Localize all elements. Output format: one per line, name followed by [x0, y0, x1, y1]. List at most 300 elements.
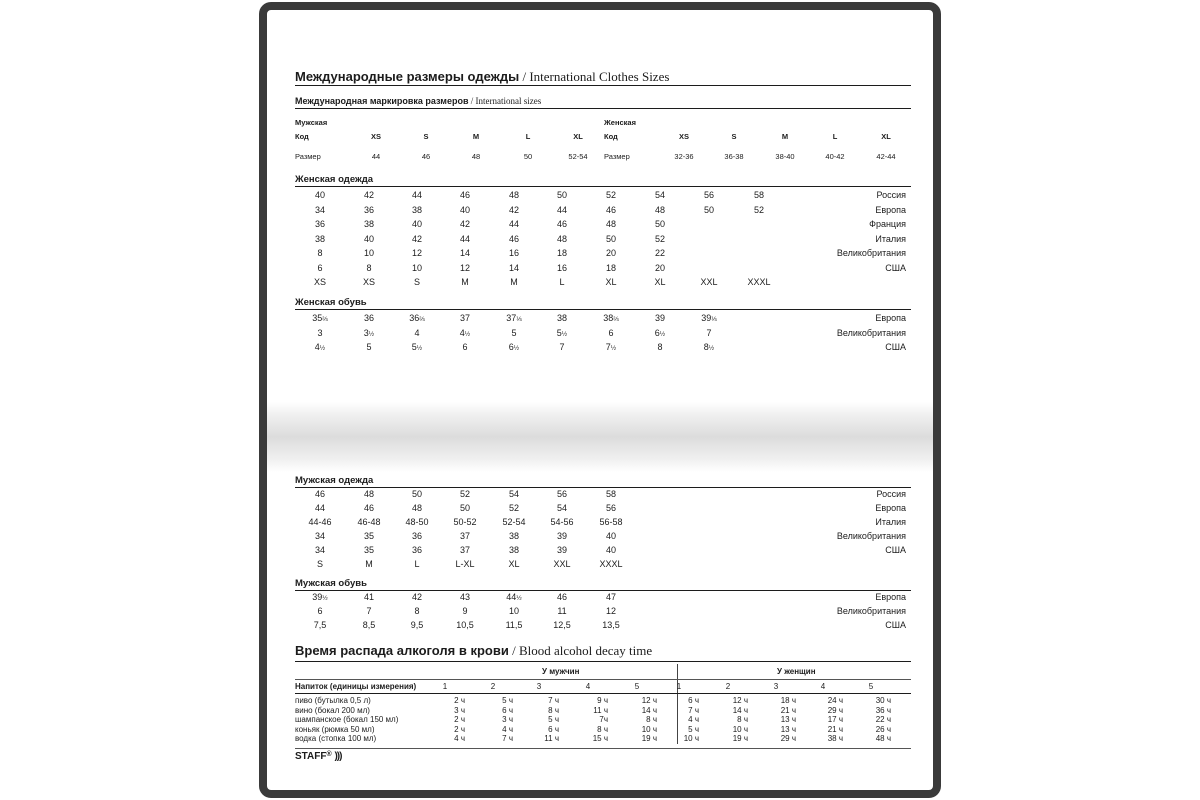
men-decay-time: 7ч [599, 715, 608, 725]
women-decay-time: 30 ч [875, 696, 891, 705]
table-cell: 40 [363, 233, 374, 244]
table-cell: 48 [556, 233, 567, 244]
women-col-number: 2 [725, 682, 731, 691]
table-cell: 48 [654, 204, 665, 215]
women-decay-time: 13 ч [780, 715, 796, 725]
women-size-label: Размер [604, 152, 630, 161]
table-cell [392, 606, 442, 616]
table-row [267, 503, 933, 515]
table-cell: 38 [508, 531, 519, 541]
table-cell [344, 313, 394, 323]
size-code: M [472, 132, 480, 141]
men-decay-time: 7 ч [502, 734, 513, 744]
table-row [267, 313, 933, 325]
alcohol-title: Время распада алкоголя в крови / Blood alcohol decay time [295, 643, 653, 658]
table-cell: 40 [411, 219, 422, 229]
women-clothes-title: Женская одежда [295, 174, 374, 185]
table-cell [392, 313, 442, 323]
page-title: Международные размеры одежды / International Clothes Sizes [295, 69, 670, 84]
table-cell: 10 [411, 262, 422, 273]
table-cell: XXXL [747, 277, 771, 287]
table-cell: 6 [317, 262, 323, 273]
table-cell: 18 [556, 248, 567, 258]
men-decay-time: 4 ч [502, 724, 513, 734]
size-code: XS [370, 132, 381, 141]
men-decay-time: 8 ч [646, 715, 657, 725]
cell-value: 6 [654, 327, 660, 338]
table-cell: 44 [556, 204, 567, 215]
table-row [267, 219, 933, 231]
cell-value: 4 [314, 342, 320, 352]
cell-value: 5 [556, 327, 562, 338]
cell-fraction: ½ [610, 345, 617, 352]
men-col-number: 3 [536, 682, 542, 691]
table-cell [489, 620, 539, 630]
cell-value: 3 [363, 327, 369, 338]
cell-fraction: ⅓ [711, 316, 717, 323]
men-clothes-title: Мужская одежда [295, 475, 374, 486]
cell-value: 37 [506, 313, 517, 323]
drink-name: шампанское (бокал 150 мл) [295, 715, 399, 725]
table-cell: 56 [605, 503, 616, 513]
table-cell: 44 [314, 503, 325, 513]
table-cell [440, 592, 490, 602]
table-cell: 48 [363, 489, 374, 499]
table-cell: 16 [556, 262, 567, 273]
table-cell: 56 [556, 489, 567, 499]
table-cell [295, 342, 345, 352]
cell-fraction: ½ [368, 330, 375, 338]
table-cell: 44 [508, 219, 519, 229]
table-cell: XXL [700, 277, 718, 287]
table-cell [489, 606, 539, 616]
drink-name: коньяк (рюмка 50 мл) [295, 724, 375, 734]
table-cell [537, 313, 587, 323]
table-cell: 56-58 [599, 517, 623, 527]
table-cell [440, 313, 490, 323]
row-label: Великобритания [836, 327, 906, 338]
table-cell [537, 328, 587, 338]
size-value: 44 [371, 152, 381, 161]
table-cell [440, 342, 490, 352]
women-decay-time: 13 ч [780, 724, 796, 734]
table-cell: 36 [314, 219, 325, 229]
size-value: 38-40 [775, 152, 795, 161]
table-row [267, 248, 933, 260]
table-cell: 20 [605, 248, 616, 258]
table-cell [537, 342, 587, 352]
cell-fraction: ½ [516, 595, 522, 602]
men-size-label: Размер [295, 152, 321, 161]
men-decay-time: 15 ч [592, 734, 608, 744]
size-code: S [731, 132, 737, 141]
table-cell [537, 592, 587, 602]
table-cell [586, 313, 636, 323]
cell-fraction: ½ [319, 345, 326, 352]
cell-fraction: ⅓ [516, 316, 522, 323]
table-cell: 42 [363, 190, 374, 200]
size-value: 46 [421, 152, 431, 161]
table-cell: 39 [556, 545, 567, 555]
table-cell [586, 592, 636, 602]
size-value: 52-54 [568, 152, 588, 161]
table-row [267, 559, 933, 571]
cell-value: 39 [701, 313, 712, 323]
table-cell: 52 [508, 503, 519, 513]
women-decay-time: 7 ч [688, 705, 699, 715]
table-cell [586, 342, 636, 352]
row-label: Европа [875, 592, 906, 602]
table-cell: 46 [508, 233, 519, 244]
table-cell: 56 [703, 190, 714, 200]
cell-value: 38 [603, 313, 614, 323]
men-decay-time: 3 ч [454, 705, 465, 715]
table-cell: 34 [314, 531, 325, 541]
men-decay-time: 2 ч [454, 724, 465, 734]
row-label: Россия [876, 190, 906, 200]
table-cell [392, 342, 442, 352]
row-label: Европа [875, 313, 906, 323]
women-shoes-title: Женская обувь [295, 297, 367, 308]
table-cell: 46 [605, 204, 616, 215]
row-label: США [885, 620, 906, 630]
table-cell: S [316, 559, 323, 569]
table-row [267, 328, 933, 340]
cell-fraction: ½ [464, 330, 471, 338]
table-cell: 42 [411, 233, 422, 244]
cell-value: 37 [459, 313, 470, 323]
table-cell: 42 [459, 219, 470, 229]
table-cell: 10 [363, 248, 374, 258]
table-cell: 58 [605, 489, 616, 499]
cell-fraction: ½ [561, 330, 568, 338]
cell-value: 9 [462, 606, 468, 616]
men-decay-time: 6 ч [502, 705, 513, 715]
alcohol-row [267, 696, 933, 706]
table-cell: 48 [411, 503, 422, 513]
table-cell: 52 [459, 489, 470, 499]
cell-value: 4 [459, 327, 465, 338]
divider [295, 186, 911, 187]
women-decay-time: 6 ч [688, 696, 699, 705]
alcohol-row [267, 706, 933, 716]
men-decay-time: 2 ч [454, 696, 465, 705]
women-decay-time: 10 ч [683, 734, 699, 744]
table-cell: 50 [654, 219, 665, 229]
table-cell: 36 [363, 204, 374, 215]
row-label: США [885, 342, 906, 352]
table-cell: M [461, 277, 469, 287]
table-cell: 44 [411, 190, 422, 200]
cell-value: 8 [414, 606, 420, 616]
women-decay-time: 21 ч [780, 705, 796, 715]
table-cell: 52 [605, 190, 616, 200]
women-col-number: 1 [676, 682, 682, 691]
cell-value: 6 [608, 327, 614, 338]
table-cell: 46-48 [357, 517, 381, 527]
cell-fraction: ½ [659, 330, 666, 338]
cell-value: 42 [411, 592, 422, 602]
size-value: 42-44 [876, 152, 896, 161]
table-cell [586, 328, 636, 338]
table-cell [440, 328, 490, 338]
women-decay-time: 18 ч [780, 696, 796, 705]
table-cell: XXXL [599, 559, 623, 569]
men-decay-time: 9 ч [597, 696, 608, 705]
table-cell [489, 313, 539, 323]
men-col-number: 1 [442, 682, 448, 691]
page-fold-shadow [267, 402, 933, 472]
table-cell: 52 [753, 204, 764, 215]
men-col-number: 5 [634, 682, 640, 691]
women-code-label: Код [604, 132, 618, 141]
drink-header: Напиток (единицы измерения) [295, 682, 417, 691]
women-decay-time: 26 ч [875, 724, 891, 734]
men-decay-time: 14 ч [641, 705, 657, 715]
cell-value: 7,5 [313, 620, 327, 630]
women-decay-time: 19 ч [732, 734, 748, 744]
cell-fraction: ½ [513, 345, 520, 352]
cell-value: 43 [459, 592, 470, 602]
men-decay-time: 11 ч [593, 705, 608, 715]
table-cell [635, 342, 685, 352]
table-cell: L [414, 559, 420, 569]
cell-value: 3 [317, 327, 323, 338]
table-cell: 8 [366, 262, 372, 273]
table-row [267, 489, 933, 501]
table-cell: XXL [553, 559, 571, 569]
men-decay-time: 2 ч [454, 715, 465, 725]
women-col-number: 5 [868, 682, 874, 691]
cell-value: 39 [312, 592, 323, 602]
table-cell: M [510, 277, 518, 287]
alcohol-row [267, 725, 933, 735]
table-row [267, 531, 933, 543]
cell-value: 6 [508, 342, 514, 352]
alcohol-row [267, 734, 933, 744]
men-decay-time: 7 ч [548, 696, 559, 705]
table-cell [537, 620, 587, 630]
drink-name: водка (стопка 100 мл) [295, 734, 377, 744]
table-cell [635, 328, 685, 338]
row-label: США [885, 545, 906, 555]
table-cell: 22 [654, 248, 665, 258]
table-cell: 46 [556, 219, 567, 229]
cell-fraction: ⅔ [322, 316, 328, 323]
divider [295, 693, 911, 694]
cell-value: 5 [511, 327, 517, 338]
cell-value: 8 [703, 342, 709, 352]
size-code: L [832, 132, 838, 141]
size-value: 36-38 [724, 152, 744, 161]
table-cell: 34 [314, 204, 325, 215]
table-cell [295, 606, 345, 616]
divider [295, 85, 911, 86]
table-row [267, 263, 933, 275]
women-decay-time: 22 ч [875, 715, 891, 725]
staff-logo: STAFF® ))) [295, 751, 342, 762]
table-row [267, 606, 933, 618]
cell-value: 8 [657, 342, 663, 352]
table-cell: 36 [411, 545, 422, 555]
cell-value: 9,5 [410, 620, 424, 630]
table-cell [344, 328, 394, 338]
women-decay-time: 29 ч [780, 734, 796, 744]
table-cell: S [413, 277, 420, 287]
table-cell: XL [654, 277, 666, 287]
table-cell: L-XL [455, 559, 475, 569]
table-cell: 52-54 [502, 517, 526, 527]
table-cell [684, 342, 734, 352]
cell-value: 8,5 [362, 620, 376, 630]
table-cell [392, 328, 442, 338]
men-code-label: Код [295, 132, 309, 141]
table-cell: 14 [508, 262, 519, 273]
table-cell: 50 [459, 503, 470, 513]
table-cell: 40 [314, 190, 325, 200]
cell-value: 11,5 [505, 620, 523, 630]
men-decay-time: 3 ч [502, 715, 513, 725]
table-row [267, 545, 933, 557]
size-value: 32-36 [674, 152, 694, 161]
women-decay-time: 36 ч [875, 705, 891, 715]
women-decay-time: 29 ч [827, 705, 843, 715]
cell-value: 11 [557, 606, 567, 616]
divider [295, 679, 911, 680]
alcohol-row [267, 715, 933, 725]
table-cell: 44 [459, 233, 470, 244]
row-label: Великобритания [836, 248, 906, 258]
drink-name: вино (бокал 200 мл) [295, 705, 370, 715]
cell-fraction: ½ [708, 345, 715, 352]
table-cell: 50 [703, 204, 714, 215]
table-row [267, 517, 933, 529]
size-value: 50 [523, 152, 533, 161]
women-decay-time: 12 ч [732, 696, 748, 705]
table-cell: XS [362, 277, 375, 287]
table-cell [635, 313, 685, 323]
men-shoes-title: Мужская обувь [295, 578, 367, 589]
table-cell [295, 313, 345, 323]
men-decay-time: 12 ч [641, 696, 657, 705]
cell-value: 7 [366, 606, 372, 616]
divider [295, 748, 911, 749]
table-cell [392, 592, 442, 602]
table-cell: 46 [363, 503, 374, 513]
size-code: M [781, 132, 789, 141]
table-row [267, 277, 933, 289]
table-cell [392, 620, 442, 630]
row-label: Италия [875, 233, 906, 244]
table-cell: 42 [508, 204, 519, 215]
women-decay-time: 14 ч [732, 705, 748, 715]
men-decay-time: 8 ч [548, 705, 559, 715]
cell-value: 39 [654, 313, 665, 323]
table-row [267, 190, 933, 202]
table-cell [537, 606, 587, 616]
table-cell: 40 [605, 531, 616, 541]
women-decay-time: 10 ч [732, 724, 748, 734]
table-cell: 16 [508, 248, 519, 258]
table-row [267, 342, 933, 354]
table-cell: 8 [317, 248, 323, 258]
table-cell [440, 620, 490, 630]
cell-value: 47 [605, 592, 616, 602]
cell-value: 7 [605, 342, 611, 352]
women-label: Женская [604, 118, 636, 127]
divider [295, 309, 911, 310]
table-cell: 48 [605, 219, 616, 229]
row-label: Россия [876, 489, 906, 499]
size-value: 48 [471, 152, 481, 161]
size-code: XL [881, 132, 891, 141]
men-decay-time: 5 ч [548, 715, 559, 725]
table-cell: 39 [556, 531, 567, 541]
men-decay-time: 8 ч [597, 724, 608, 734]
table-cell: 38 [508, 545, 519, 555]
men-label: Мужская [295, 118, 328, 127]
table-cell: 38 [363, 219, 374, 229]
men-decay-time: 19 ч [641, 734, 657, 744]
women-col-number: 3 [773, 682, 779, 691]
table-cell: 40 [605, 545, 616, 555]
table-cell: 37 [459, 545, 470, 555]
cell-value: 5 [366, 342, 372, 352]
intl-sizes-title: Международная маркировка размеров / International sizes [295, 96, 542, 106]
cell-value: 12 [605, 606, 616, 616]
women-decay-time: 17 ч [827, 715, 843, 725]
cell-value: 35 [312, 313, 323, 323]
men-col-number: 4 [585, 682, 591, 691]
table-cell: 40 [459, 204, 470, 215]
cell-value: 10,5 [456, 620, 474, 630]
table-cell: L [559, 277, 565, 287]
table-cell: 54 [508, 489, 519, 499]
cell-value: 4 [414, 327, 420, 338]
table-cell: 38 [314, 233, 325, 244]
table-cell [684, 313, 734, 323]
table-cell: 48 [508, 190, 519, 200]
row-label: Европа [875, 503, 906, 513]
table-cell: 46 [459, 190, 470, 200]
table-cell [489, 328, 539, 338]
cell-value: 5 [411, 342, 417, 352]
men-col-number: 2 [490, 682, 496, 691]
table-cell: 54 [654, 190, 665, 200]
table-cell: 46 [314, 489, 325, 499]
cell-value: 36 [363, 313, 374, 323]
table-cell: 58 [753, 190, 764, 200]
table-cell: XL [508, 559, 520, 569]
table-cell: 37 [459, 531, 470, 541]
document-page [259, 2, 941, 798]
divider [295, 590, 911, 591]
cell-value: 7 [706, 327, 712, 338]
table-cell: M [365, 559, 373, 569]
table-cell [586, 606, 636, 616]
row-label: Италия [875, 517, 906, 527]
table-cell: 54-56 [550, 517, 574, 527]
table-cell [489, 342, 539, 352]
men-decay-time: 5 ч [502, 696, 513, 705]
table-cell: 18 [605, 262, 616, 273]
women-header: У женщин [777, 667, 816, 676]
table-cell [586, 620, 636, 630]
size-code: L [525, 132, 531, 141]
cell-value: 38 [556, 313, 567, 323]
divider [295, 108, 911, 109]
table-cell: 54 [556, 503, 567, 513]
